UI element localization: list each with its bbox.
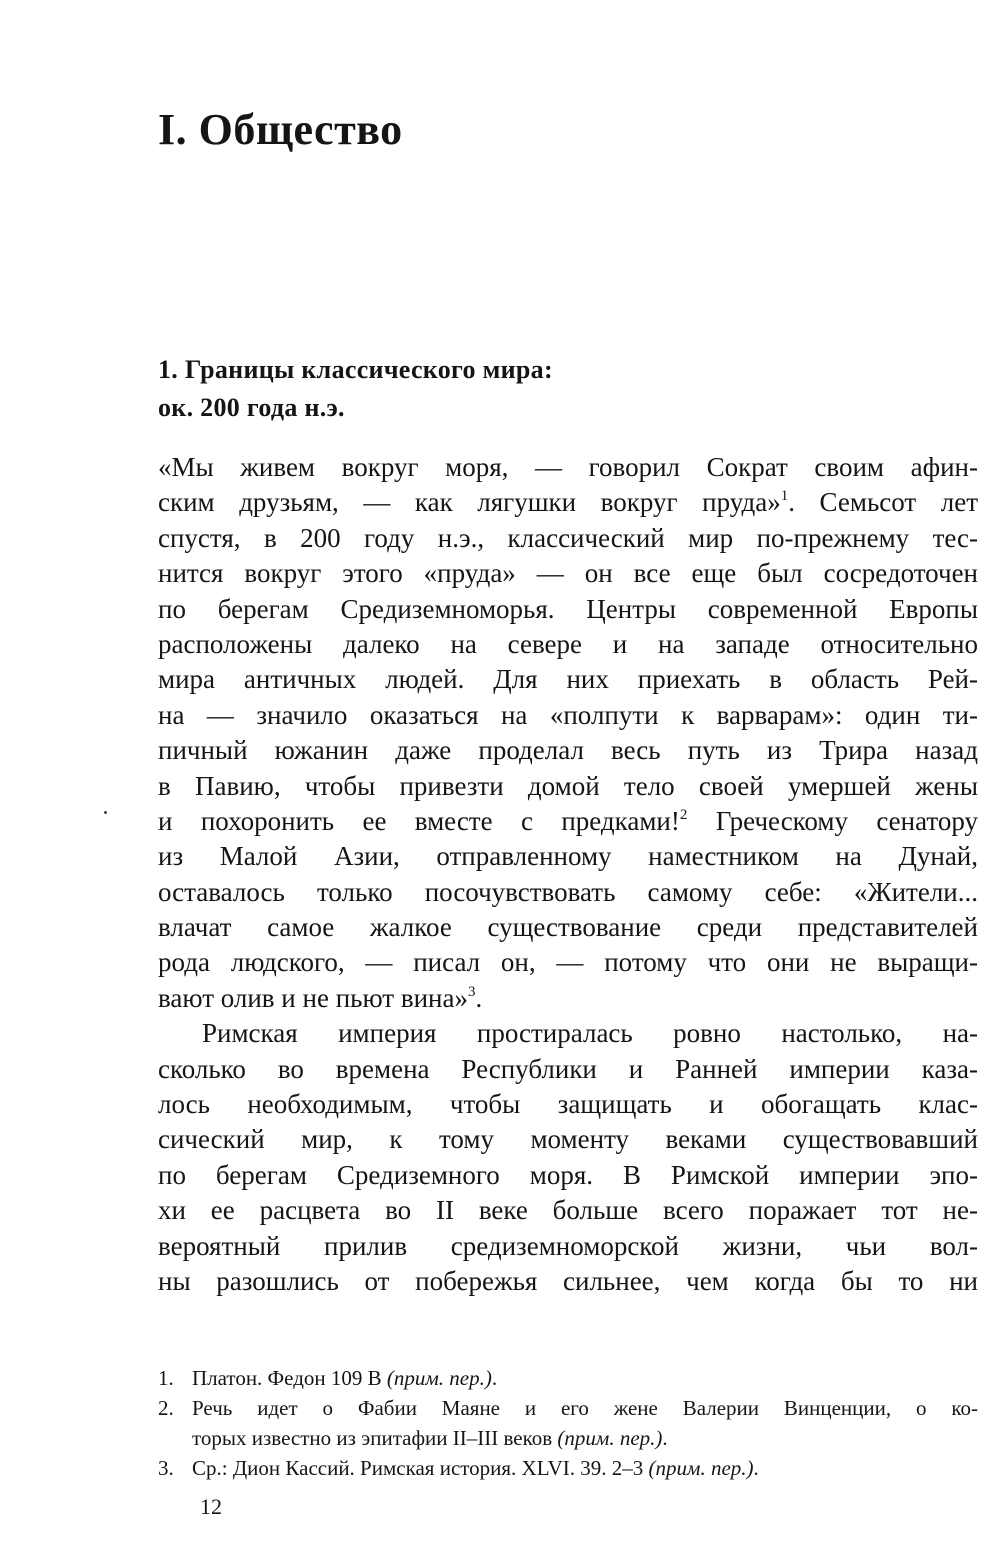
text-line: по берегам Средиземноморья. Центры современной Европы bbox=[158, 593, 978, 624]
translator-note: (прим. пер.) bbox=[648, 1456, 754, 1480]
footnote-line bbox=[192, 1423, 978, 1453]
text-line bbox=[158, 804, 978, 839]
footnote-ref-2: 2 bbox=[679, 806, 688, 823]
text-line: нится вокруг этого «пруда» — он все еще был сосредоточен bbox=[158, 558, 978, 589]
text-line: мира античных людей. Для них приехать в область Рей- bbox=[158, 664, 978, 695]
footnote-line bbox=[192, 1453, 978, 1483]
text-span: . Семьсот лет bbox=[788, 487, 978, 518]
footnote-2 bbox=[158, 1393, 978, 1453]
text-line: ны разошлись от побережья сильнее, чем когда бы то ни bbox=[158, 1265, 978, 1296]
text-line: в Павию, чтобы привезти домой тело своей умершей жены bbox=[158, 770, 978, 801]
text-line: сколько во времена Республики и Ранней империи каза- bbox=[158, 1053, 978, 1084]
footnote-text: торых известно из эпитафии II–III веков bbox=[192, 1426, 558, 1450]
text-line: расположены далеко на севере и на западе относительно bbox=[158, 628, 978, 659]
page-number: 12 bbox=[200, 1494, 222, 1519]
footnote-line: Речь идет о Фабии Маяне и его жене Валерии Винценции, о ко- bbox=[192, 1396, 978, 1420]
footnote-1 bbox=[158, 1363, 978, 1393]
text-line: «Мы живем вокруг моря, — говорил Сократ своим афин- bbox=[158, 452, 978, 482]
footnote-number: 3. bbox=[158, 1456, 174, 1480]
text-line bbox=[158, 981, 978, 1016]
chapter-title: I. Общество bbox=[158, 105, 403, 154]
footnote-ref-1: 1 bbox=[780, 488, 789, 505]
text-line: оставалось только посочувствовать самому себе: «Жители... bbox=[158, 876, 978, 907]
text-line: хи ее расцвета во II веке больше всего поражает тот не- bbox=[158, 1195, 978, 1226]
text-span: Греческому сенатору bbox=[687, 805, 978, 836]
section-title-line-1: 1. Границы классического мира: bbox=[158, 355, 553, 384]
text-line: вероятный прилив средиземноморской жизни, чьи вол- bbox=[158, 1230, 978, 1261]
text-span: . bbox=[475, 982, 483, 1013]
body-text bbox=[158, 450, 978, 1299]
text-line: по берегам Средиземного моря. В Римской империи эпо- bbox=[158, 1159, 978, 1190]
text-line: спустя, в 200 году н.э., классический мир по-прежнему тес- bbox=[158, 522, 978, 553]
text-line: сический мир, к тому моменту веками существовавший bbox=[158, 1124, 978, 1155]
footnote-number: 1. bbox=[158, 1366, 174, 1390]
text-line: на — значило оказаться на «полпути к варварам»: один ти- bbox=[158, 699, 978, 730]
print-speck bbox=[104, 811, 107, 814]
paragraph-1 bbox=[158, 450, 978, 1016]
paragraph-2 bbox=[158, 1016, 978, 1299]
footnote-text: . bbox=[662, 1426, 668, 1450]
section-title bbox=[158, 351, 553, 427]
footnote-ref-3: 3 bbox=[467, 983, 476, 1000]
footnote-text: Ср.: Дион Кассий. Римская история. XLVI. 39. 2–3 bbox=[192, 1456, 649, 1480]
text-line: пичный южанин даже проделал весь путь из Трира назад bbox=[158, 735, 978, 766]
footnote-text: Платон. Федон 109 B bbox=[192, 1366, 387, 1390]
footnote-line bbox=[192, 1363, 978, 1393]
text-span: вают олив и не пьют вина» bbox=[158, 982, 468, 1013]
footnote-number: 2. bbox=[158, 1396, 174, 1420]
footnote-3 bbox=[158, 1453, 978, 1483]
footnote-text: . bbox=[753, 1456, 759, 1480]
text-line: лось необходимым, чтобы защищать и обогащать клас- bbox=[158, 1089, 978, 1120]
translator-note: (прим. пер.) bbox=[386, 1366, 492, 1390]
translator-note: (прим. пер.) bbox=[557, 1426, 663, 1450]
text-line bbox=[158, 485, 978, 520]
text-line: рода людского, — писал он, — потому что они не выращи- bbox=[158, 947, 978, 978]
text-span: ским друзьям, — как лягушки вокруг пруда» bbox=[158, 487, 781, 518]
footnote-text: . bbox=[491, 1366, 498, 1390]
text-line: Римская империя простиралась ровно настолько, на- bbox=[202, 1018, 978, 1049]
section-title-line-2: ок. 200 года н.э. bbox=[158, 393, 345, 422]
text-span: и похоронить ее вместе с предками! bbox=[158, 805, 680, 836]
text-line: влачат самое жалкое существование среди представителей bbox=[158, 912, 978, 943]
text-line: из Малой Азии, отправленному наместником на Дунай, bbox=[158, 841, 978, 872]
footnotes bbox=[158, 1363, 978, 1483]
